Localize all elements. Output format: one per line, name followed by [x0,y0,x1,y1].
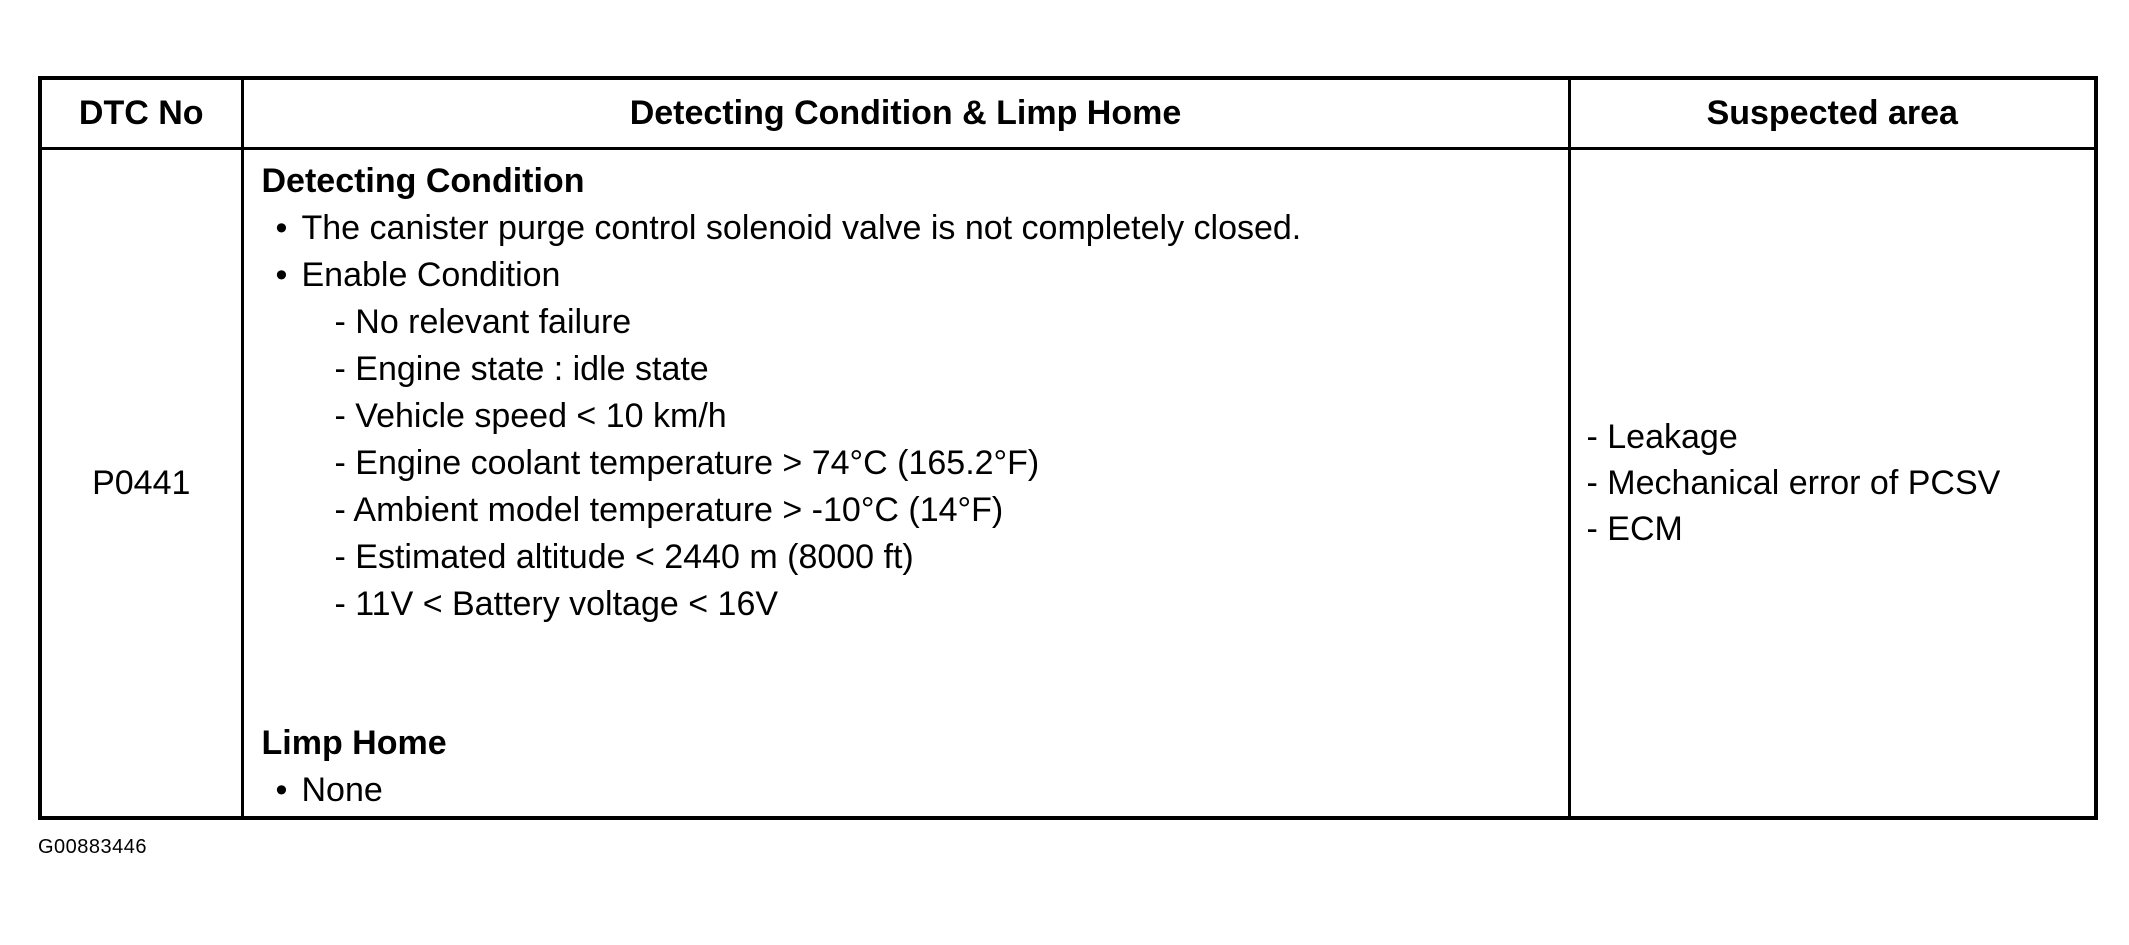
header-suspected-area: Suspected area [1569,78,2096,149]
suspected-area-item: - Leakage [1586,418,1738,456]
limp-home-block [262,720,447,814]
dtc-table [38,76,2098,820]
bullet-icon: • [275,209,288,247]
suspected-area-cell [1569,149,2096,819]
table-row [40,149,2096,819]
detecting-bullet-text: The canister purge control solenoid valve is not completely closed. [301,209,1302,247]
enable-condition-item: - Estimated altitude < 2440 m (8000 ft) [334,538,914,576]
suspected-area-item: - ECM [1586,510,1683,548]
detecting-bullet-text: Enable Condition [301,256,561,294]
detecting-bullet [262,205,1302,252]
detecting-condition-block [262,158,1302,628]
header-dtc-no: DTC No [40,78,242,149]
enable-condition-item: - Engine coolant temperature > 74°C (165.2°F) [334,444,1040,482]
dtc-code-cell: P0441 [40,149,242,819]
suspected-area-item: - Mechanical error of PCSV [1586,464,2001,502]
enable-condition-item: - 11V < Battery voltage < 16V [334,585,779,623]
enable-condition-item: - No relevant failure [334,303,632,341]
header-row [40,78,2096,149]
header-condition: Detecting Condition & Limp Home [242,78,1569,149]
detecting-bullet [262,252,1302,299]
limp-home-bullet-text: None [301,771,383,809]
limp-home-bullet [262,767,447,814]
condition-cell [242,149,1569,819]
detecting-condition-title: Detecting Condition [261,162,585,200]
bullet-icon: • [275,771,288,809]
enable-condition-item: - Vehicle speed < 10 km/h [334,397,727,435]
figure-id: G00883446 [38,836,148,858]
enable-condition-item: - Ambient model temperature > -10°C (14°F) [334,491,1004,529]
bullet-icon: • [275,256,288,294]
enable-condition-item: - Engine state : idle state [334,350,709,388]
limp-home-title: Limp Home [261,724,447,762]
